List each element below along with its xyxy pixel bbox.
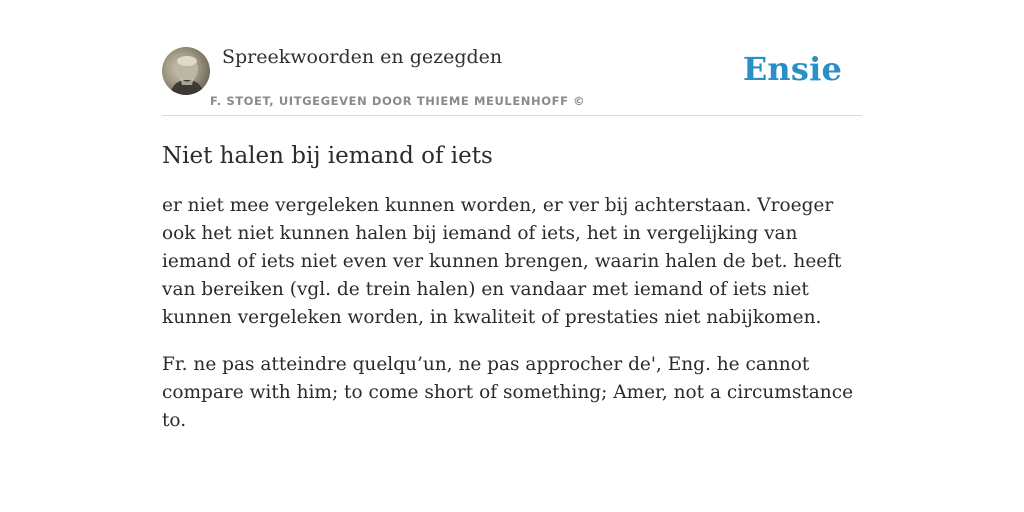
source-header [162, 40, 862, 116]
ensie-logo-link[interactable]: Ensie [742, 50, 842, 88]
entry-title: Niet halen bij iemand of iets [162, 143, 493, 169]
portrait-icon [162, 47, 210, 95]
book-title[interactable]: Spreekwoorden en gezegden [222, 46, 503, 68]
publisher-credit: F. STOET, UITGEGEVEN DOOR THIEME MEULENHOFF © [210, 94, 586, 108]
entry-card [162, 40, 862, 435]
author-portrait-avatar [162, 47, 210, 95]
entry-definition-paragraph: er niet mee vergeleken kunnen worden, er ver bij achterstaan. Vroeger ook het niet kunnen halen bij iemand of iets, het in vergelijking van iemand of iets niet even ver kunnen brengen, waarin halen de bet. heeft van bereiken (vgl. de trein halen) en vandaar met iemand of iets niet kunnen vergeleken worden, in kwaliteit of prestaties niet nabijkomen. [162, 195, 842, 328]
entry-translation-paragraph: Fr. ne pas atteindre quelqu’un, ne pas approcher de', Eng. he cannot compare with him; to come short of something; Amer, not a circumstance to. [162, 354, 854, 431]
